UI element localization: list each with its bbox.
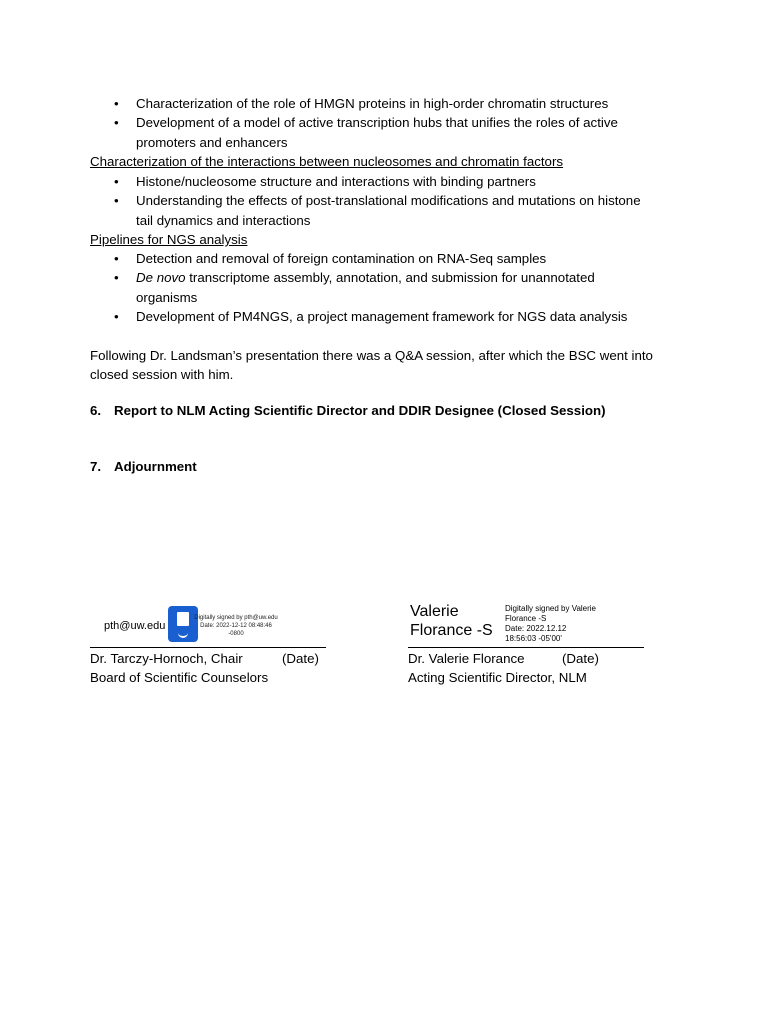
section-title: Report to NLM Acting Scientific Director and DDIR Designee (Closed Session) xyxy=(114,403,606,418)
list-item-continuation xyxy=(90,211,690,230)
signature-meta-line: Florance -S xyxy=(505,614,547,623)
signature-meta xyxy=(505,604,625,644)
list-item-text: tail dynamics and interactions xyxy=(136,212,311,228)
section-number: 6. xyxy=(90,403,102,418)
list-item xyxy=(90,249,690,268)
signature-name-line: Florance -S xyxy=(410,622,493,639)
list-item-text: Detection and removal of foreign contamination on RNA-Seq samples xyxy=(136,251,547,266)
signer-name-right: Dr. Valerie Florance xyxy=(408,651,525,666)
bullet-dot: • xyxy=(114,309,119,325)
signer-email: pth@uw.edu xyxy=(104,620,166,632)
list-item xyxy=(90,94,690,113)
bullet-list-ngs xyxy=(90,249,690,327)
bullet-dot: • xyxy=(114,270,119,286)
list-item-text: transcriptome assembly, annotation, and submission for unannotated xyxy=(185,270,595,286)
signer-title-left: Board of Scientific Counselors xyxy=(90,670,269,685)
signature-meta-line: -0800 xyxy=(228,631,244,637)
list-item-text: Characterization of the role of HMGN proteins in high-order chromatin structures xyxy=(136,96,609,111)
list-item-text: Understanding the effects of post-translational modifications and mutations on histone xyxy=(136,193,641,209)
list-item-continuation xyxy=(90,133,690,152)
bullet-dot: • xyxy=(114,174,119,189)
bullet-list-nucleosomes xyxy=(90,172,690,230)
date-label-right: (Date) xyxy=(562,651,599,666)
section-7-heading xyxy=(90,459,197,474)
paragraph-line: closed session with him. xyxy=(90,367,234,383)
bullet-dot: • xyxy=(114,251,119,266)
signature-meta xyxy=(186,614,286,638)
digital-signature-right[interactable] xyxy=(408,600,644,646)
signature-meta-line: Date: 2022.12.12 xyxy=(505,624,567,633)
list-item-text: Development of a model of active transcription hubs that unifies the roles of active xyxy=(136,115,618,131)
bullet-dot: • xyxy=(114,193,119,209)
list-item xyxy=(90,172,690,191)
signature-meta-line: 18:56:03 -05'00' xyxy=(505,634,562,643)
list-item-text: Development of PM4NGS, a project management framework for NGS data analysis xyxy=(136,309,628,325)
list-item-text: promoters and enhancers xyxy=(136,134,288,150)
list-item-text: organisms xyxy=(136,289,198,305)
list-item-italic-text: De novo xyxy=(136,270,186,286)
list-item-text: Histone/nucleosome structure and interactions with binding partners xyxy=(136,174,536,189)
bullet-list-hmgn xyxy=(90,94,690,152)
subheading-nucleosomes: Characterization of the interactions between nucleosomes and chromatin factors xyxy=(90,154,564,169)
signature-meta-line: Digitally signed by pth@uw.edu xyxy=(194,615,278,621)
section-6-heading xyxy=(90,403,606,418)
list-item xyxy=(90,307,690,326)
bullet-dot: • xyxy=(114,115,119,131)
subheading-ngs: Pipelines for NGS analysis xyxy=(90,232,248,247)
signature-name-line: Valerie xyxy=(410,603,459,620)
signature-meta-line: Date: 2022-12-12 08:48:46 xyxy=(200,623,272,629)
list-item xyxy=(90,268,690,287)
list-item xyxy=(90,113,690,132)
list-item xyxy=(90,191,690,210)
bullet-dot: • xyxy=(114,96,119,111)
signature-line-right xyxy=(408,647,644,648)
digital-signature-left[interactable] xyxy=(90,604,326,648)
signer-title-right: Acting Scientific Director, NLM xyxy=(408,670,587,685)
signature-meta-line: Digitally signed by Valerie xyxy=(505,604,597,613)
list-item-continuation xyxy=(90,288,690,307)
paragraph-line: Following Dr. Landsman’s presentation there was a Q&A session, after which the BSC went into xyxy=(90,348,653,363)
signer-name-left: Dr. Tarczy-Hornoch, Chair xyxy=(90,651,243,666)
section-number: 7. xyxy=(90,459,102,474)
qa-paragraph xyxy=(90,346,690,385)
signature-line-left xyxy=(90,647,326,648)
section-title: Adjournment xyxy=(114,459,197,474)
date-label-left: (Date) xyxy=(282,651,319,666)
